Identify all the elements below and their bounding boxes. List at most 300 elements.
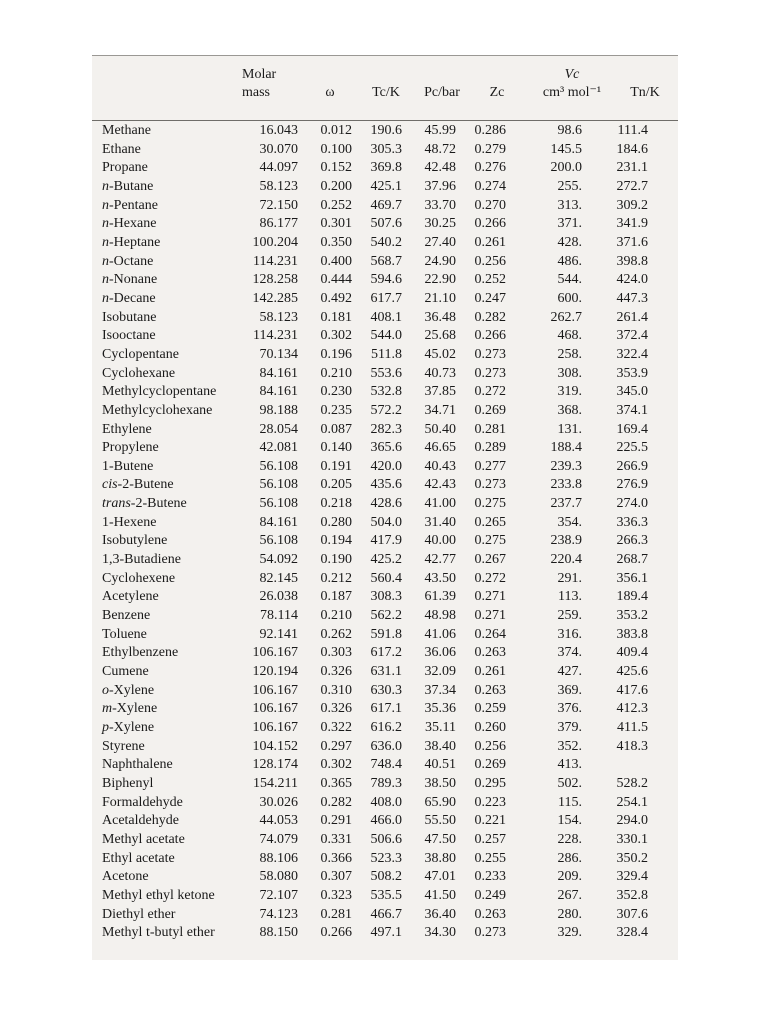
cell-mass: 88.150 [259,925,298,941]
table-row [102,197,648,216]
cell-pc: 47.01 [424,869,456,885]
table-row [102,850,648,869]
cell-mass: 106.167 [252,645,298,661]
cell-mass: 44.053 [259,813,298,829]
cell-omega: 0.266 [320,925,352,941]
species-name [102,887,250,906]
cell-pc: 22.90 [424,272,456,288]
species-name [102,738,250,757]
species-name [102,197,250,216]
cell-tn: 528.2 [616,775,648,791]
species-name [102,682,250,701]
table-row [102,700,648,719]
cell-vc: 502. [557,775,582,791]
cell-omega: 0.196 [320,346,352,362]
cell-pc: 48.98 [424,608,456,624]
cell-mass: 92.141 [259,626,298,642]
species-prefix: n- [102,178,114,194]
cell-omega: 0.323 [320,887,352,903]
cell-tc: 572.2 [370,402,402,418]
cell-zc: 0.274 [474,178,506,194]
cell-tc: 408.1 [370,309,402,325]
cell-zc: 0.256 [474,253,506,269]
cell-pc: 27.40 [424,234,456,250]
cell-omega: 0.331 [320,831,352,847]
cell-omega: 0.252 [320,197,352,213]
cell-tn: 409.4 [616,645,648,661]
cell-tc: 617.2 [370,645,402,661]
cell-tn: 417.6 [616,682,648,698]
cell-vc: 228. [557,831,582,847]
species-label: Xylene [113,682,155,698]
species-label: Methyl t-butyl ether [102,925,215,941]
cell-omega: 0.310 [320,682,352,698]
cell-pc: 31.40 [424,514,456,530]
cell-omega: 0.205 [320,477,352,493]
species-name [102,906,250,925]
cell-vc: 354. [557,514,582,530]
cell-tn: 330.1 [616,831,648,847]
cell-tc: 466.7 [370,906,402,922]
species-prefix: o- [102,682,114,698]
species-label: Ethylene [102,421,152,437]
cell-zc: 0.260 [474,720,506,735]
cell-mass: 58.123 [259,309,298,325]
species-label: Methane [102,123,151,138]
species-label: Cumene [102,664,149,680]
cell-vc: 374. [557,645,582,661]
cell-pc: 36.48 [424,309,456,325]
table-row [102,906,648,925]
species-label: Butane [113,178,154,194]
cell-pc: 55.50 [424,813,456,829]
cell-vc: 371. [557,216,582,232]
cell-omega: 0.187 [320,589,352,605]
species-name [102,159,250,178]
cell-zc: 0.257 [474,831,506,847]
cell-tc: 369.8 [370,160,402,176]
cell-omega: 0.280 [320,514,352,530]
cell-pc: 41.00 [424,496,456,512]
cell-vc: 376. [557,701,582,717]
species-label: Decane [113,290,156,306]
cell-tc: 553.6 [370,365,402,381]
species-name [102,421,250,440]
cell-tn: 383.8 [616,626,648,642]
species-label: Formaldehyde [102,794,183,810]
species-name [102,178,250,197]
species-label: Toluene [102,626,147,642]
species-name [102,458,250,477]
cell-pc: 40.00 [424,533,456,549]
cell-tc: 535.5 [370,887,402,903]
cell-omega: 0.366 [320,850,352,866]
cell-pc: 40.43 [424,458,456,474]
cell-pc: 34.30 [424,925,456,941]
species-prefix: p- [102,720,114,735]
cell-mass: 30.070 [259,141,298,157]
cell-mass: 114.231 [253,253,298,269]
cell-tc: 190.6 [370,123,402,138]
cell-mass: 82.145 [259,570,298,586]
cell-vc: 313. [557,197,582,213]
cell-omega: 0.444 [320,272,352,288]
cell-tc: 435.6 [370,477,402,493]
species-name [102,924,250,943]
cell-vc: 329. [557,925,582,941]
cell-tc: 308.3 [370,589,402,605]
cell-mass: 16.043 [259,123,298,138]
header-vc: Vc cm³ mol⁻¹ [542,67,602,100]
species-label: Ethyl acetate [102,850,175,866]
cell-mass: 128.258 [252,272,298,288]
cell-vc: 145.5 [550,141,582,157]
species-name [102,215,250,234]
cell-zc: 0.282 [474,309,506,325]
species-name [102,309,250,328]
cell-pc: 50.40 [424,421,456,437]
cell-mass: 104.152 [252,738,298,754]
cell-zc: 0.261 [474,234,506,250]
cell-zc: 0.275 [474,496,506,512]
table-row [102,383,648,402]
species-name [102,383,250,402]
cell-zc: 0.279 [474,141,506,157]
cell-tc: 365.6 [370,440,402,456]
cell-tn: 266.9 [616,458,648,474]
species-name [102,626,250,645]
cell-omega: 0.100 [320,141,352,157]
table-row [102,738,648,757]
document-page [92,55,678,960]
cell-mass: 120.194 [252,664,298,680]
cell-vc: 255. [557,178,582,194]
table-row [102,495,648,514]
cell-mass: 98.188 [259,402,298,418]
species-label: Ethylbenzene [102,645,179,661]
species-name [102,495,250,514]
species-prefix: n- [102,290,114,306]
cell-tn: 254.1 [616,794,648,810]
cell-zc: 0.272 [474,384,506,400]
cell-tn: 353.9 [616,365,648,381]
cell-vc: 427. [557,664,582,680]
cell-pc: 34.71 [424,402,456,418]
species-name [102,514,250,533]
cell-pc: 32.09 [424,664,456,680]
cell-zc: 0.252 [474,272,506,288]
cell-zc: 0.223 [474,794,506,810]
cell-pc: 45.02 [424,346,456,362]
species-label: Xylene [113,720,155,735]
cell-zc: 0.273 [474,925,506,941]
table-row [102,421,648,440]
species-name [102,271,250,290]
table-row [102,794,648,813]
cell-pc: 36.40 [424,906,456,922]
cell-omega: 0.194 [320,533,352,549]
cell-tc: 544.0 [370,328,402,344]
cell-pc: 45.99 [424,123,456,138]
cell-mass: 86.177 [259,216,298,232]
table-row [102,141,648,160]
cell-tc: 408.0 [370,794,402,810]
cell-zc: 0.263 [474,906,506,922]
cell-tc: 425.1 [370,178,402,194]
species-name [102,644,250,663]
species-name [102,775,250,794]
species-name [102,327,250,346]
cell-zc: 0.261 [474,664,506,680]
cell-omega: 0.191 [320,458,352,474]
cell-pc: 37.85 [424,384,456,400]
cell-tc: 511.8 [371,346,402,362]
cell-omega: 0.303 [320,645,352,661]
cell-omega: 0.218 [320,496,352,512]
species-label: 1-Butene [102,458,154,474]
cell-tc: 282.3 [370,421,402,437]
cell-omega: 0.210 [320,608,352,624]
header-tn: Tn/K [630,85,660,100]
table-row [102,178,648,197]
species-label: 1-Hexene [102,514,157,530]
cell-tc: 417.9 [370,533,402,549]
cell-mass: 42.081 [259,440,298,456]
species-prefix: m- [102,701,117,717]
cell-pc: 43.50 [424,570,456,586]
cell-omega: 0.262 [320,626,352,642]
cell-zc: 0.273 [474,477,506,493]
species-prefix: cis- [102,477,123,493]
cell-pc: 37.96 [424,178,456,194]
cell-vc: 239.3 [550,458,582,474]
cell-omega: 0.200 [320,178,352,194]
species-name [102,570,250,589]
cell-tn: 425.6 [616,664,648,680]
cell-tn: 307.6 [616,906,648,922]
species-label: Methyl ethyl ketone [102,887,215,903]
cell-pc: 42.43 [424,477,456,493]
species-label: Diethyl ether [102,906,176,922]
cell-tn: 189.4 [616,589,648,605]
species-label: Biphenyl [102,775,154,791]
cell-mass: 54.092 [259,552,298,568]
species-label: Cyclohexene [102,570,176,586]
cell-vc: 600. [557,290,582,306]
table-row [102,663,648,682]
species-label: Pentane [113,197,158,213]
cell-tc: 789.3 [370,775,402,791]
species-prefix: n- [102,253,114,269]
cell-mass: 56.108 [259,477,298,493]
cell-mass: 106.167 [252,701,298,717]
cell-tn: 274.0 [616,496,648,512]
species-name [102,607,250,626]
cell-tn: 418.3 [616,738,648,754]
species-label: Naphthalene [102,757,173,773]
cell-pc: 38.80 [424,850,456,866]
cell-mass: 78.114 [260,608,298,624]
species-name [102,700,250,719]
cell-tc: 466.0 [370,813,402,829]
species-label: Methylcyclohexane [102,402,213,418]
cell-zc: 0.263 [474,645,506,661]
cell-zc: 0.276 [474,160,506,176]
species-name [102,122,250,141]
species-prefix: n- [102,234,114,250]
cell-vc: 98.6 [557,123,582,138]
species-label: Methylcyclopentane [102,384,217,400]
cell-omega: 0.152 [320,160,352,176]
cell-tc: 504.0 [370,514,402,530]
cell-omega: 0.492 [320,290,352,306]
cell-pc: 37.34 [424,682,456,698]
cell-vc: 200.0 [550,160,582,176]
cell-omega: 0.181 [320,309,352,325]
cell-omega: 0.281 [320,906,352,922]
cell-mass: 56.108 [259,533,298,549]
table-row [102,831,648,850]
species-label: Propane [102,160,148,176]
cell-omega: 0.297 [320,738,352,754]
cell-omega: 0.210 [320,365,352,381]
cell-omega: 0.307 [320,869,352,885]
species-name [102,794,250,813]
table-row [102,365,648,384]
cell-zc: 0.249 [474,887,506,903]
cell-zc: 0.295 [474,775,506,791]
cell-vc: 188.4 [550,440,582,456]
cell-mass: 84.161 [259,514,298,530]
table-row [102,887,648,906]
table-row [102,439,648,458]
table-row [102,253,648,272]
species-name [102,365,250,384]
species-prefix: n- [102,272,114,288]
cell-tn: 111.4 [617,123,648,138]
cell-tn: 266.3 [616,533,648,549]
cell-tn: 341.9 [616,216,648,232]
cell-tn: 261.4 [616,309,648,325]
species-label: Isobutane [102,309,157,325]
cell-vc: 286. [557,850,582,866]
cell-vc: 258. [557,346,582,362]
header-pc: Pc/bar [424,85,460,100]
cell-tc: 506.6 [370,831,402,847]
cell-mass: 106.167 [252,720,298,735]
cell-tn: 268.7 [616,552,648,568]
species-label: Octane [113,253,154,269]
cell-tn: 353.2 [616,608,648,624]
cell-mass: 72.150 [259,197,298,213]
cell-mass: 84.161 [259,365,298,381]
properties-table [102,122,648,943]
cell-tc: 305.3 [370,141,402,157]
cell-zc: 0.271 [474,608,506,624]
table-row [102,868,648,887]
cell-zc: 0.259 [474,701,506,717]
cell-tc: 420.0 [370,458,402,474]
cell-omega: 0.140 [320,440,352,456]
cell-tn: 352.8 [616,887,648,903]
cell-tn: 372.4 [616,328,648,344]
table-row [102,346,648,365]
cell-tn: 329.4 [616,869,648,885]
cell-tc: 532.8 [370,384,402,400]
cell-tn: 225.5 [616,440,648,456]
cell-pc: 24.90 [424,253,456,269]
cell-mass: 30.026 [259,794,298,810]
cell-mass: 142.285 [252,290,298,306]
cell-vc: 113. [558,589,582,605]
table-row [102,924,648,943]
species-name [102,551,250,570]
table-row [102,122,648,141]
cell-zc: 0.281 [474,421,506,437]
cell-vc: 115. [558,794,582,810]
cell-vc: 291. [557,570,582,586]
cell-vc: 209. [557,869,582,885]
header-zc: Zc [489,85,505,100]
cell-zc: 0.286 [474,123,506,138]
cell-vc: 280. [557,906,582,922]
species-name [102,476,250,495]
cell-tn: 309.2 [616,197,648,213]
table-row [102,271,648,290]
cell-pc: 42.77 [424,552,456,568]
species-name [102,439,250,458]
table-header [92,56,678,121]
cell-mass: 84.161 [259,384,298,400]
cell-tn: 447.3 [616,290,648,306]
cell-pc: 47.50 [424,831,456,847]
header-tc: Tc/K [372,85,400,100]
species-name [102,253,250,272]
cell-tc: 507.6 [370,216,402,232]
cell-tc: 748.4 [370,757,402,773]
species-label: Isooctane [102,328,156,344]
cell-tn: 371.6 [616,234,648,250]
cell-vc: 154. [557,813,582,829]
cell-vc: 238.9 [550,533,582,549]
cell-tn: 424.0 [616,272,648,288]
species-name [102,756,250,775]
table-row [102,551,648,570]
cell-pc: 35.11 [425,720,456,735]
cell-vc: 319. [557,384,582,400]
cell-tc: 636.0 [370,738,402,754]
cell-tn [582,756,648,775]
species-name [102,234,250,253]
cell-tn: 294.0 [616,813,648,829]
cell-omega: 0.322 [320,720,352,735]
cell-vc: 368. [557,402,582,418]
species-name [102,812,250,831]
cell-vc: 486. [557,253,582,269]
table-row [102,775,648,794]
cell-vc: 233.8 [550,477,582,493]
cell-zc: 0.267 [474,552,506,568]
cell-tc: 540.2 [370,234,402,250]
species-label: Cyclohexane [102,365,176,381]
cell-zc: 0.269 [474,757,506,773]
cell-vc: 267. [557,887,582,903]
cell-omega: 0.230 [320,384,352,400]
cell-mass: 70.134 [259,346,298,362]
species-name [102,831,250,850]
cell-omega: 0.326 [320,701,352,717]
table-row [102,458,648,477]
